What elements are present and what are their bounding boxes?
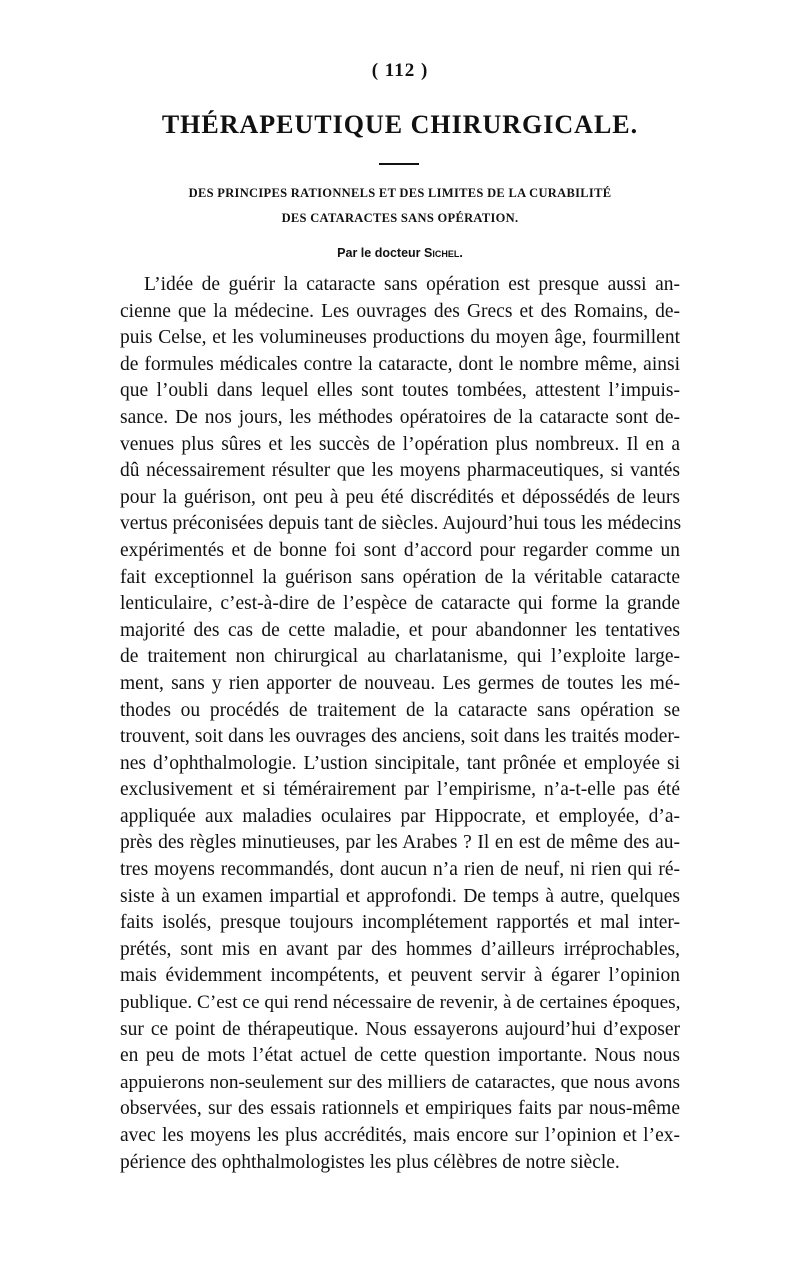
text-line: faits isolés, presque toujours incomplétement rapportés et mal inter-	[120, 912, 680, 934]
body-paragraph	[120, 272, 680, 1176]
text-line: appliquée aux maladies oculaires par Hippocrate, et employée, d’a-	[120, 805, 680, 827]
text-line: avec les moyens les plus accrédités, mais encore sur l’opinion et l’ex-	[120, 1125, 680, 1146]
text-line: pour la guérison, ont peu à peu été discrédités et dépossédés de leurs	[120, 486, 680, 508]
text-line: périence des ophthalmologistes les plus célèbres de notre siècle.	[120, 1151, 620, 1173]
text-line: dû nécessairement résulter que les moyens pharmaceutiques, si vantés	[120, 460, 680, 482]
text-line: expérimentés et de bonne foi sont d’accord pour regarder comme un	[120, 539, 680, 561]
text-line: cienne que la médecine. Les ouvrages des Grecs et des Romains, de-	[120, 300, 680, 322]
text-line: siste à un examen impartial et approfondi. De temps à autre, quelques	[120, 885, 680, 907]
text-line: mais évidemment incompétents, et peuvent servir à égarer l’opinion	[120, 965, 680, 987]
author-byline	[0, 246, 800, 260]
text-line: prétés, sont mis en avant par des hommes d’ailleurs irréprochables,	[120, 938, 680, 960]
section-title: THÉRAPEUTIQUE CHIRURGICALE.	[161, 110, 639, 139]
text-line: de formules médicales contre la cataracte, dont le nombre même, ainsi	[120, 353, 680, 375]
text-line: L’idée de guérir la cataracte sans opération est presque aussi an-	[144, 274, 680, 295]
text-line: puis Celse, et les volumineuses productions du moyen âge, fourmillent	[120, 327, 680, 349]
text-line: observées, sur des essais rationnels et empiriques faits par nous-même	[120, 1098, 680, 1120]
text-line: venues plus sûres et les succès de l’opération plus nombreux. Il en a	[120, 433, 680, 455]
text-line: trouvent, soit dans les ouvrages des anciens, soit dans les traités moder-	[120, 726, 680, 748]
text-line: thodes ou procédés de traitement de la cataracte sans opération se	[120, 699, 680, 721]
page-number: ( 112 )	[371, 60, 429, 81]
author-prefix: Par le docteur	[337, 246, 425, 260]
text-line: en peu de mots l’état actuel de cette question importante. Nous nous	[120, 1045, 680, 1067]
text-line: sur ce point de thérapeutique. Nous essayerons aujourd’hui d’exposer	[120, 1018, 680, 1040]
text-line: près des règles minutieuses, par les Arabes ? Il en est de même des au-	[120, 832, 680, 854]
article-subtitle-line-2: DES CATARACTES SANS OPÉRATION.	[281, 211, 519, 225]
text-line: de traitement non chirurgical au charlatanisme, qui l’exploite large-	[120, 646, 680, 668]
text-line: majorité des cas de cette maladie, et pour abandonner les tentatives	[120, 619, 680, 641]
text-line: fait exceptionnel la guérison sans opération de la véritable cataracte	[120, 566, 680, 588]
text-line: tres moyens recommandés, dont aucun n’a rien de neuf, ni rien qui ré-	[120, 859, 680, 881]
text-line: sance. De nos jours, les méthodes opératoires de la cataracte sont de-	[120, 406, 680, 428]
author-name: Sichel.	[424, 246, 463, 260]
text-line: vertus préconisées depuis tant de siècles. Aujourd’hui tous les médecins	[120, 513, 682, 535]
text-line: que l’oubli dans lequel elles sont toutes tombées, attestent l’impuis-	[120, 380, 680, 402]
text-line: nes d’ophthalmologie. L’ustion sincipitale, tant prônée et employée si	[120, 752, 680, 774]
text-line: publique. C’est ce qui rend nécessaire de revenir, à de certaines époques,	[120, 992, 681, 1014]
text-line: exclusivement et si témérairement par l’empirisme, n’a-t-elle pas été	[120, 779, 680, 801]
text-line: appuierons non-seulement sur des milliers de cataractes, que nous avons	[120, 1071, 680, 1093]
title-rule-divider	[379, 163, 419, 165]
text-line: ment, sans y rien apporter de nouveau. Les germes de toutes les mé-	[120, 672, 680, 694]
article-subtitle-line-1: DES PRINCIPES RATIONNELS ET DES LIMITES DE LA CURABILITÉ	[188, 186, 612, 200]
text-line: lenticulaire, c’est-à-dire de l’espèce de cataracte qui forme la grande	[120, 593, 680, 615]
